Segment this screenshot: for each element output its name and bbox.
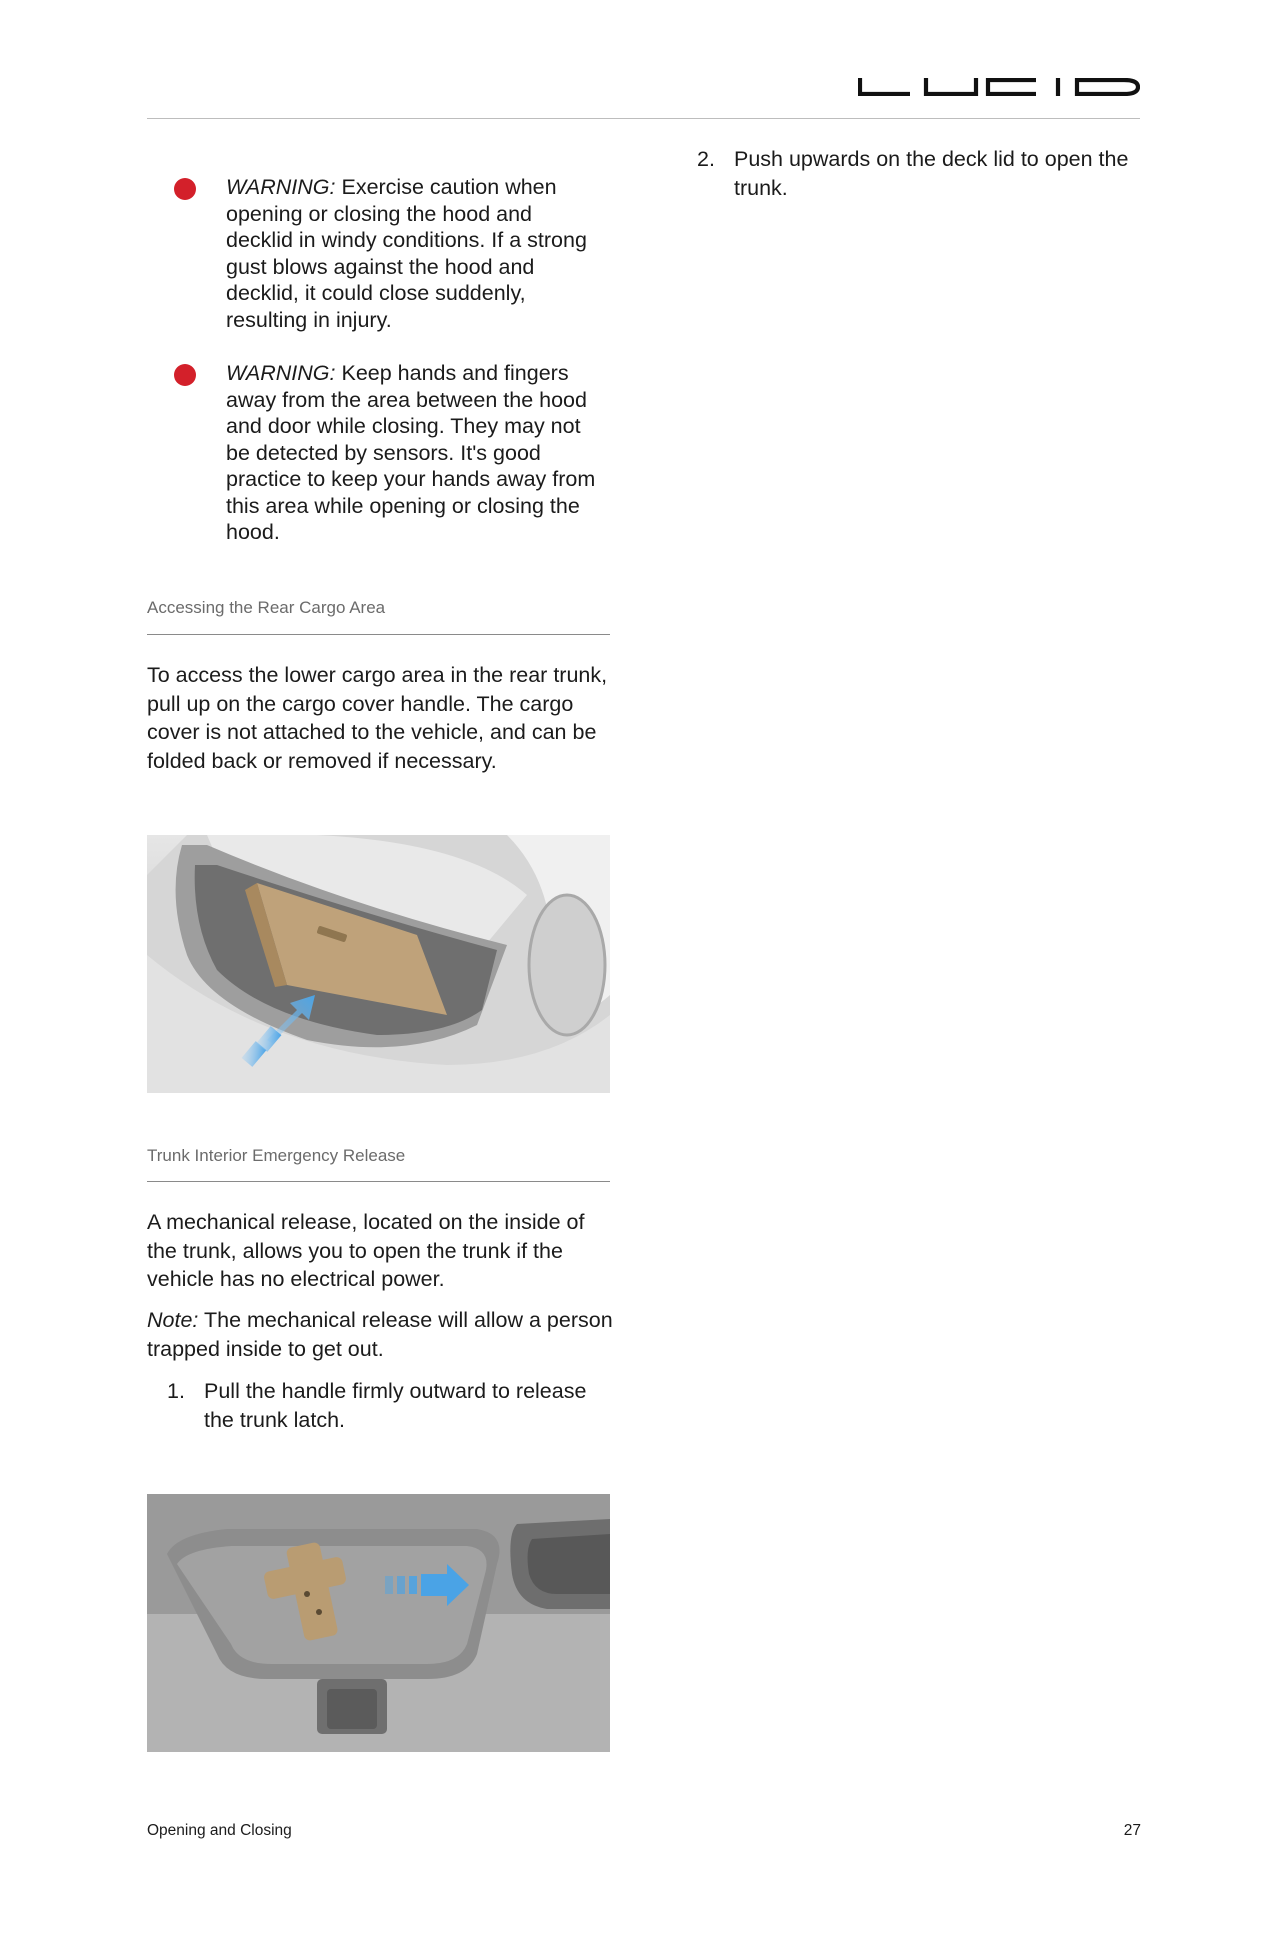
step-2: 2. Push upwards on the deck lid to open the trunk.: [697, 147, 1129, 200]
header-divider: [147, 118, 1140, 119]
section-divider: [147, 1181, 610, 1182]
rear-cargo-paragraph: To access the lower cargo area in the rear trunk, pull up on the cargo cover handle. The cargo cover is not attached to the vehicle, and can be folded back or removed if necessary.: [147, 663, 608, 773]
page-number: 27: [1123, 1822, 1141, 1839]
step-1: 1. Pull the handle firmly outward to release the trunk latch.: [167, 1379, 587, 1432]
section-title-rear-cargo: Accessing the Rear Cargo Area: [147, 598, 386, 617]
section-divider: [147, 634, 610, 635]
note-paragraph: Note: The mechanical release will allow a person trapped inside to get out.: [147, 1308, 613, 1361]
warning-block: [174, 174, 614, 333]
emergency-release-illustration: [147, 1494, 610, 1752]
warning-block: [174, 360, 614, 546]
trunk-cargo-illustration: [147, 835, 610, 1093]
warning-text: WARNING: Keep hands and fingers away from the area between the hood and door while closing. They may not be detected by sensors. It's good practice to keep your hands away from this area while opening or closing the hood.: [226, 361, 596, 544]
footer-chapter: Opening and Closing: [147, 1822, 292, 1839]
warning-icon: [174, 364, 196, 386]
emergency-release-paragraph: A mechanical release, located on the inside of the trunk, allows you to open the trunk if the vehicle has no electrical power.: [147, 1210, 585, 1291]
warning-icon: [174, 178, 196, 200]
section-title-emergency-release: Trunk Interior Emergency Release: [147, 1146, 406, 1165]
lucid-logo: [858, 78, 1140, 96]
warning-text: WARNING: Exercise caution when opening or closing the hood and decklid in windy conditions. If a strong gust blows against the hood and decklid, it could close suddenly, resulting in injury.: [226, 175, 587, 332]
